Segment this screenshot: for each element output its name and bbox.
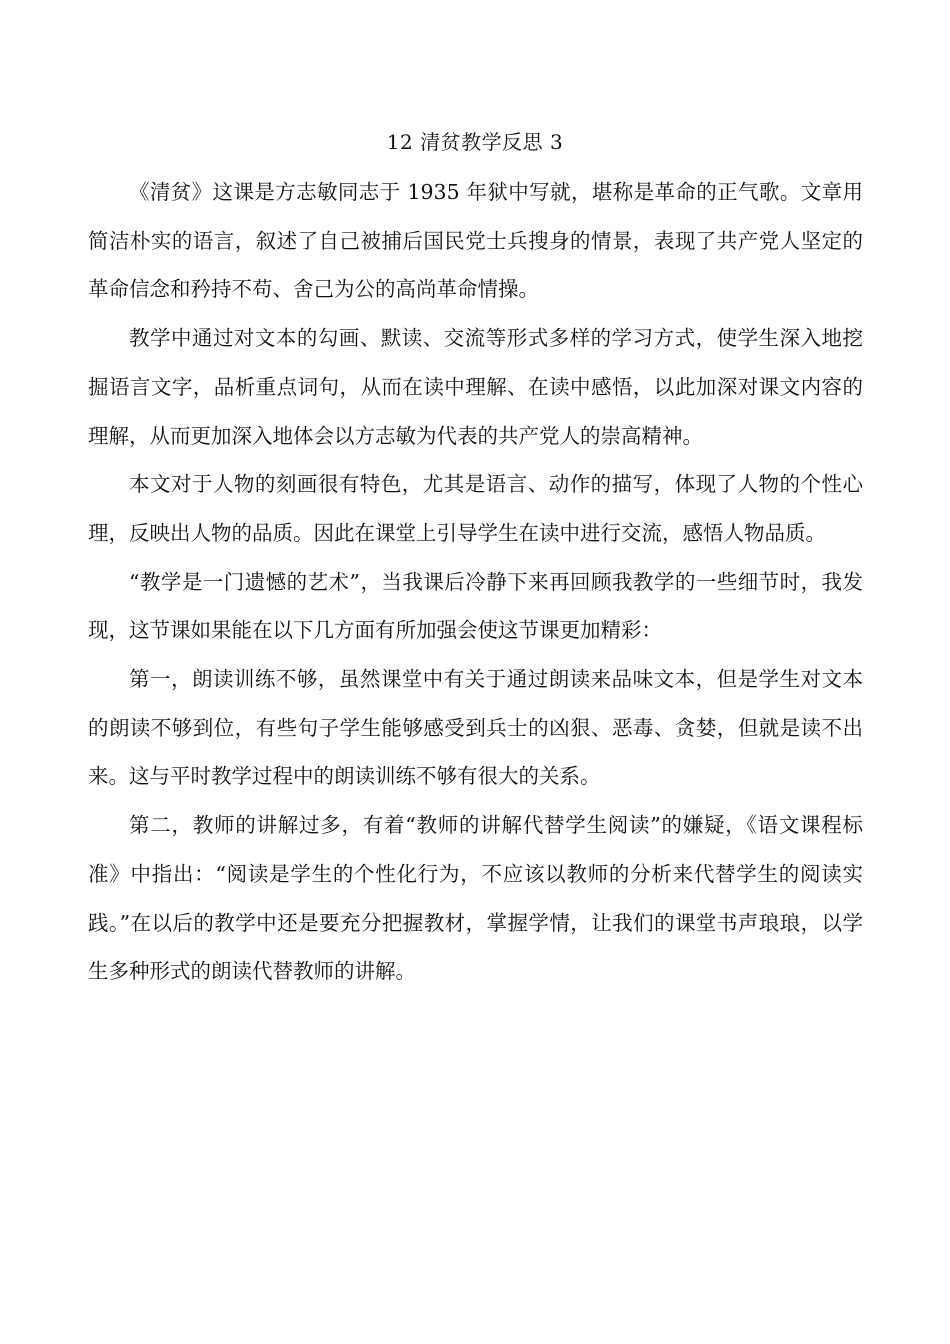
paragraph-point-two: 第二，教师的讲解过多，有着“教师的讲解代替学生阅读”的嫌疑，《语文课程标准》中指出：“阅读是学生的个性化行为，不应该以教师的分析来代替学生的阅读实践。”在以后的教学中还是要充分把握教材，掌握学情，让我们的课堂书声琅琅，以学生多种形式的朗读代替教师的讲解。 — [88, 813, 863, 984]
document-title: 12 清贫教学反思 3 — [386, 130, 564, 154]
paragraph-intro: 《清贫》这课是方志敏同志于 1935 年狱中写就，堪称是革命的正气歌。文章用简洁朴实的语言，叙述了自己被捕后国民党士兵搜身的情景，表现了共产党人坚定的革命信念和矜持不苟、舍己为公的高尚革命情操。 — [88, 180, 863, 302]
paragraph-characterization: 本文对于人物的刻画很有特色，尤其是语言、动作的描写，体现了人物的个性心理，反映出人物的品质。因此在课堂上引导学生在读中进行交流，感悟人物品质。 — [88, 472, 863, 545]
paragraph-teaching-methods: 教学中通过对文本的勾画、默读、交流等形式多样的学习方式，使学生深入地挖掘语言文字，品析重点词句，从而在读中理解、在读中感悟，以此加深对课文内容的理解，从而更加深入地体会以方志敏为代表的共产党人的崇高精神。 — [88, 326, 863, 448]
document-body — [88, 168, 863, 996]
paragraph-point-one: 第一，朗读训练不够，虽然课堂中有关于通过朗读来品味文本，但是学生对文本的朗读不够到位，有些句子学生能够感受到兵士的凶狠、恶毒、贪婪，但就是读不出来。这与平时教学过程中的朗读训练不够有很大的关系。 — [88, 667, 863, 789]
paragraph-reflection: “教学是一门遗憾的艺术”，当我课后冷静下来再回顾我教学的一些细节时，我发现，这节课如果能在以下几方面有所加强会使这节课更加精彩： — [88, 569, 863, 643]
